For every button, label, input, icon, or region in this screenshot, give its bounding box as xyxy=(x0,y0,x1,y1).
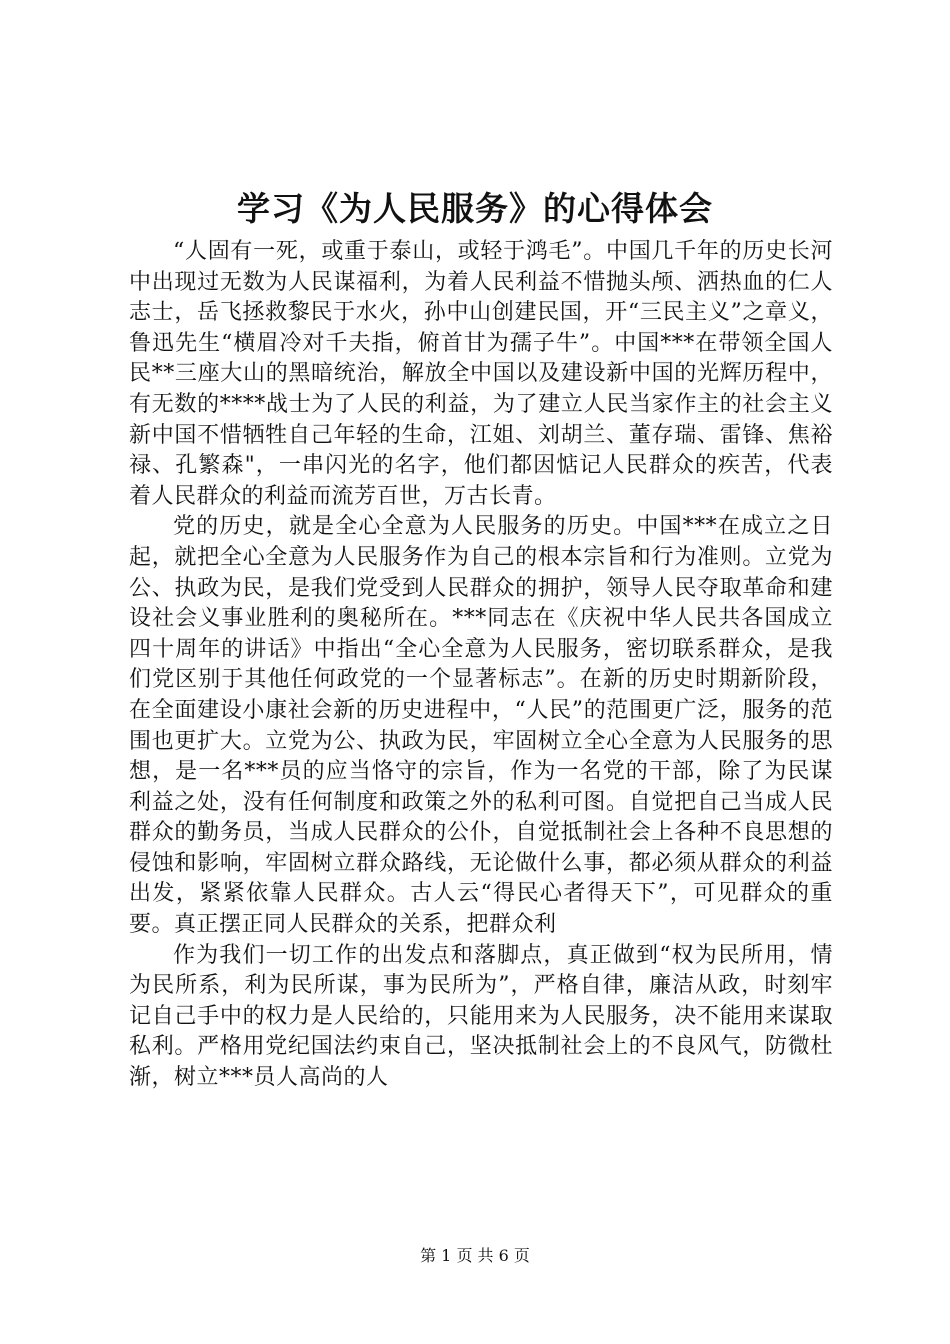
paragraph-2: 党的历史，就是全心全意为人民服务的历史。中国***在成立之日起，就把全心全意为人民服务作为自己的根本宗旨和行为准则。立党为公、执政为民，是我们党受到人民群众的拥护，领导人民夺取革命和建设社会义事业胜利的奥秘所在。***同志在《庆祝中华人民共各国成立四十周年的讲话》中指出“全心全意为人民服务，密切联系群众，是我们党区别于其他任何政党的一个显著标志”。在新的历史时期新阶段，在全面建设小康社会新的历史进程中，“人民”的范围更广泛，服务的范围也更扩大。立党为公、执政为民，牢固树立全心全意为人民服务的思想，是一名***员的应当恪守的宗旨，作为一名党的干部，除了为民谋利益之处，没有任何制度和政策之外的私利可图。自觉把自己当成人民群众的勤务员，当成人民群众的公仆，自觉抵制社会上各种不良思想的侵蚀和影响，牢固树立群众路线，无论做什么事，都必须从群众的利益出发，紧紧依靠人民群众。古人云“得民心者得天下”，可见群众的重要。真正摆正同人民群众的关系，把群众利 xyxy=(129,514,833,938)
document-title: 学习《为人民服务》的心得体会 xyxy=(237,189,713,228)
paragraph-3: 作为我们一切工作的出发点和落脚点，真正做到“权为民所用，情为民所系，利为民所谋，事为民所为”，严格自律，廉洁从政，时刻牢记自己手中的权力是人民给的，只能用来为人民服务，决不能用来谋取私利。严格用党纪国法约束自己，坚决抵制社会上的不良风气，防微杜渐，树立***员人高尚的人 xyxy=(129,942,833,1091)
document-body xyxy=(129,237,833,1094)
paragraph-1: “人固有一死，或重于泰山，或轻于鸿毛”。中国几千年的历史长河中出现过无数为人民谋福利，为着人民利益不惜抛头颅、洒热血的仁人志士，岳飞拯救黎民于水火，孙中山创建民国，开“三民主义”之章义，鲁迅先生“横眉冷对千夫指，俯首甘为孺子牛”。中国***在带领全国人民**三座大山的黑暗统治，解放全中国以及建设新中国的光辉历程中，有无数的****战士为了人民的利益，为了建立人民当家作主的社会主义新中国不惜牺牲自己年轻的生命，江姐、刘胡兰、董存瑞、雷锋、焦裕禄、孔繁森"，一串闪光的名字，他们都因惦记人民群众的疾苦，代表着人民群众的利益而流芳百世，万古长青。 xyxy=(129,239,833,509)
page-number-footer: 第 1 页 共 6 页 xyxy=(420,1246,530,1265)
